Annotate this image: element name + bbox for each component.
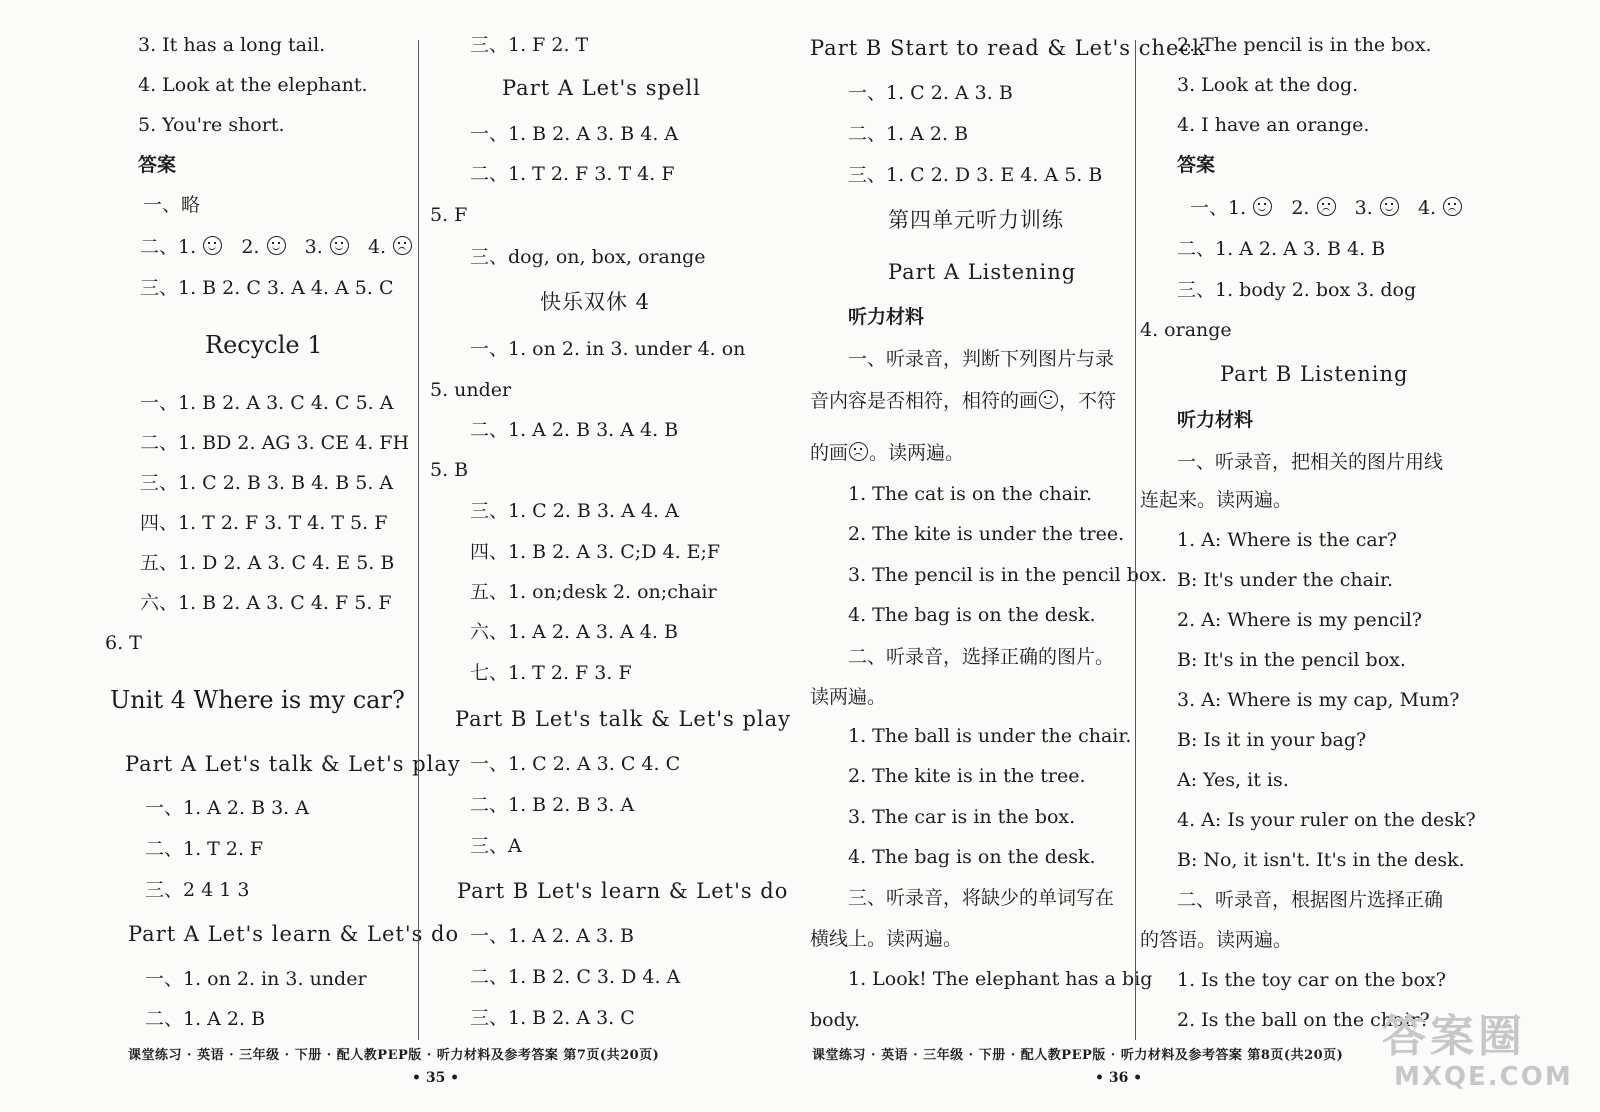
- text-line: 二、1. B 2. C 3. D 4. A: [470, 966, 681, 988]
- text-line: 3. A: Where is my cap, Mum?: [1177, 689, 1460, 711]
- text-line: 一、听录音，把相关的图片用线: [1177, 451, 1444, 473]
- text-line: 一、1. B 2. A 3. C 4. C 5. A: [140, 392, 394, 414]
- text-line: 2. Is the ball on the chair?: [1177, 1009, 1430, 1031]
- text-line: 4. Look at the elephant.: [138, 74, 368, 96]
- text-line: B: No, it isn't. It's in the desk.: [1177, 849, 1465, 871]
- text-line: 一、听录音，判断下列图片与录: [848, 348, 1115, 370]
- answer-prefix: 一、1.: [1190, 197, 1247, 219]
- watermark-url: MXQE.COM: [1394, 1062, 1573, 1092]
- text-line: 1. A: Where is the car?: [1177, 529, 1397, 551]
- text-line: 一、1. on 2. in 3. under 4. on: [470, 338, 746, 360]
- text-line: B: Is it in your bag?: [1177, 729, 1367, 751]
- answer-number: 2.: [1291, 197, 1310, 219]
- text-line: 六、1. A 2. A 3. A 4. B: [470, 621, 678, 643]
- answer-number: 3.: [304, 236, 323, 258]
- text-line: 四、1. T 2. F 3. T 4. T 5. F: [140, 512, 388, 534]
- text-line: 六、1. B 2. A 3. C 4. F 5. F: [140, 592, 392, 614]
- text-line: 2. The pencil is in the box.: [1177, 34, 1432, 56]
- text-line: 二、1. T 2. F: [145, 838, 264, 860]
- answer-number: 4.: [367, 236, 387, 258]
- text-line: 3. It has a long tail.: [138, 34, 326, 56]
- text-line: 一、1. on 2. in 3. under: [145, 968, 367, 990]
- smiley-face-icon: [1253, 197, 1272, 216]
- text-line: 三、dog, on, box, orange: [470, 246, 706, 268]
- text-line: 二、1. A 2. A 3. B 4. B: [1177, 238, 1386, 260]
- material-heading: 听力材料: [848, 306, 925, 328]
- text-line: 一、1. C 2. A 3. C 4. C: [470, 753, 681, 775]
- smiley-answer-line: [140, 235, 413, 259]
- text-line: 4. The bag is on the desk.: [848, 604, 1096, 626]
- footer-right: 课堂练习 · 英语 · 三年级 · 下册 · 配人教PEP版 · 听力材料及参考答案 第8页(共20页): [812, 1048, 1344, 1063]
- text-line: 5. You're short.: [138, 114, 285, 136]
- answer-prefix: 二、1.: [140, 236, 197, 258]
- text-line: 二、1. BD 2. AG 3. CE 4. FH: [140, 432, 410, 454]
- text-line: 1. The ball is under the chair.: [848, 725, 1132, 747]
- text-line: 一、略: [143, 194, 201, 216]
- text-line: 三、1. C 2. B 3. B 4. B 5. A: [140, 472, 394, 494]
- answers-heading: 答案: [1177, 154, 1216, 176]
- text-line: 5. B: [430, 459, 469, 481]
- footer-left: 课堂练习 · 英语 · 三年级 · 下册 · 配人教PEP版 · 听力材料及参考答案 第7页(共20页): [128, 1048, 660, 1063]
- text-line: 1. Look! The elephant has a big: [848, 968, 1153, 990]
- part-heading: Part A Let's spell: [502, 76, 701, 100]
- text-line: body.: [810, 1009, 861, 1031]
- text-line: 一、1. C 2. A 3. B: [848, 82, 1013, 104]
- text-line: 三、1. C 2. D 3. E 4. A 5. B: [848, 164, 1103, 186]
- smiley-face-icon: [203, 236, 222, 255]
- unit-title: Unit 4 Where is my car?: [110, 686, 405, 714]
- text-line: 三、A: [470, 835, 522, 857]
- text-line: 四、1. B 2. A 3. C;D 4. E;F: [470, 541, 721, 563]
- text-line: 三、1. B 2. A 3. C: [470, 1007, 635, 1029]
- part-heading: Part B Listening: [1220, 362, 1409, 386]
- text-line: 二、1. B 2. B 3. A: [470, 794, 635, 816]
- text-line: B: It's under the chair.: [1177, 569, 1394, 591]
- text-line: 三、2 4 1 3: [145, 879, 250, 901]
- text-line: 读两遍。: [810, 686, 887, 708]
- text-line: 的答语。读两遍。: [1140, 929, 1293, 951]
- text-line: 横线上。读两遍。: [810, 928, 963, 950]
- part-heading: Part A Let's talk & Let's play: [125, 752, 461, 776]
- section-heading: 快乐双休 4: [540, 290, 651, 314]
- smiley-answer-line: [1190, 196, 1463, 220]
- watermark-logo-text: 答案圈: [1382, 1011, 1526, 1062]
- sad-face-icon: [1443, 197, 1462, 216]
- text-line: 一、1. A 2. B 3. A: [145, 797, 309, 819]
- page-number-right: • 36 •: [1095, 1070, 1143, 1086]
- smiley-face-icon: [267, 236, 286, 255]
- part-heading: Part B Let's talk & Let's play: [455, 707, 792, 731]
- text-line: 2. The kite is in the tree.: [848, 765, 1086, 787]
- text-fragment: 。读两遍。: [869, 442, 965, 464]
- text-line: 2. The kite is under the tree.: [848, 523, 1125, 545]
- text-line: 6. T: [105, 632, 142, 654]
- text-line: [810, 389, 1116, 413]
- smiley-face-icon: [1380, 197, 1399, 216]
- text-line: 3. The car is in the box.: [848, 806, 1076, 828]
- text-line: 二、1. T 2. F 3. T 4. F: [470, 163, 675, 185]
- smiley-face-icon: [330, 236, 349, 255]
- text-line: B: It's in the pencil box.: [1177, 649, 1406, 671]
- section-title: Recycle 1: [205, 331, 323, 359]
- text-line: 三、听录音，将缺少的单词写在: [848, 887, 1115, 909]
- column-divider: [418, 40, 419, 1040]
- text-line: 五、1. D 2. A 3. C 4. E 5. B: [140, 552, 395, 574]
- part-heading: Part A Listening: [888, 260, 1077, 284]
- sad-face-icon: [393, 236, 412, 255]
- section-heading: 第四单元听力训练: [888, 208, 1064, 232]
- text-line: 五、1. on;desk 2. on;chair: [470, 581, 717, 603]
- text-line: 3. The pencil is in the pencil box.: [848, 564, 1168, 586]
- text-line: 二、听录音，选择正确的图片。: [848, 646, 1115, 668]
- text-line: 4. I have an orange.: [1177, 114, 1370, 136]
- column-divider: [1135, 40, 1136, 1040]
- text-fragment: ，不符: [1059, 390, 1117, 412]
- text-line: 七、1. T 2. F 3. F: [470, 662, 632, 684]
- answer-number: 3.: [1354, 197, 1373, 219]
- material-heading: 听力材料: [1177, 409, 1254, 431]
- part-heading: Part B Let's learn & Let's do: [457, 879, 789, 903]
- text-line: 1. The cat is on the chair.: [848, 483, 1093, 505]
- sad-face-icon: [1317, 197, 1336, 216]
- text-fragment: 的画: [810, 442, 849, 464]
- smiley-face-icon: [1039, 390, 1058, 409]
- text-line: 二、听录音，根据图片选择正确: [1177, 889, 1444, 911]
- text-line: A: Yes, it is.: [1177, 769, 1289, 791]
- text-line: 二、1. A 2. B 3. A 4. B: [470, 419, 679, 441]
- text-line: 一、1. B 2. A 3. B 4. A: [470, 123, 679, 145]
- text-line: 一、1. A 2. A 3. B: [470, 925, 634, 947]
- text-line: 三、1. B 2. C 3. A 4. A 5. C: [140, 277, 394, 299]
- text-line: 4. A: Is your ruler on the desk?: [1177, 809, 1476, 831]
- text-line: 3. Look at the dog.: [1177, 74, 1359, 96]
- sad-face-icon: [849, 442, 868, 461]
- text-line: 5. F: [430, 204, 468, 226]
- text-line: 二、1. A 2. B: [145, 1008, 266, 1030]
- text-line: 4. orange: [1140, 319, 1232, 341]
- watermark: [1382, 1000, 1582, 1100]
- text-line: 4. The bag is on the desk.: [848, 846, 1096, 868]
- answer-number: 4.: [1417, 197, 1437, 219]
- text-line: 三、1. F 2. T: [470, 34, 589, 56]
- text-line: 2. A: Where is my pencil?: [1177, 609, 1422, 631]
- text-line: 连起来。读两遍。: [1140, 489, 1293, 511]
- part-heading: Part B Start to read & Let's check: [810, 36, 1206, 60]
- text-line: 1. Is the toy car on the box?: [1177, 969, 1446, 991]
- text-line: 三、1. body 2. box 3. dog: [1177, 279, 1417, 301]
- text-line: [810, 441, 964, 465]
- answer-number: 2.: [241, 236, 260, 258]
- answers-heading: 答案: [138, 154, 177, 176]
- text-line: 三、1. C 2. B 3. A 4. A: [470, 500, 679, 522]
- text-line: 二、1. A 2. B: [848, 123, 969, 145]
- text-line: 5. under: [430, 379, 512, 401]
- page-number-left: • 35 •: [412, 1070, 460, 1086]
- part-heading: Part A Let's learn & Let's do: [128, 922, 460, 946]
- text-fragment: 音内容是否相符，相符的画: [810, 390, 1039, 412]
